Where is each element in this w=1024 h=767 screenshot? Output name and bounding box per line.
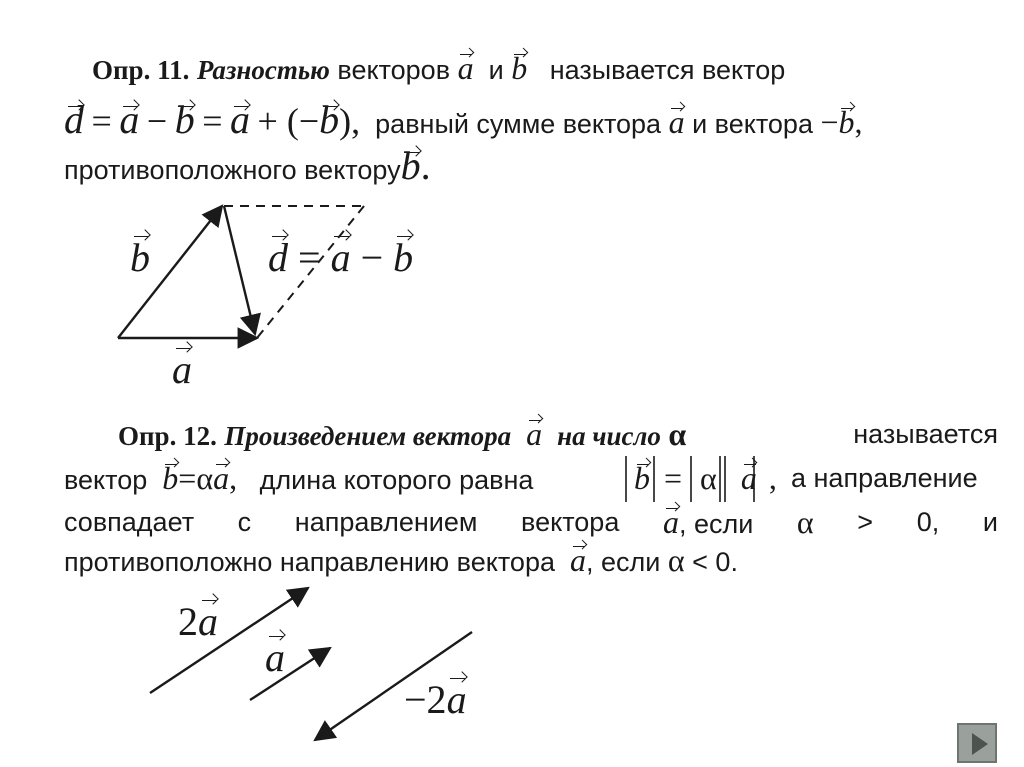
formula-minus: − — [146, 101, 168, 141]
word: направлением — [294, 507, 478, 537]
formula-eq: = — [178, 460, 197, 496]
def11-text2: называется вектор — [549, 55, 786, 85]
alpha-symbol: α — [196, 460, 214, 496]
vector-d: d — [268, 235, 288, 280]
formula-close: ), — [339, 101, 361, 141]
def12-abs-formula — [634, 462, 777, 496]
def12-text6: , если — [586, 547, 661, 577]
def12-line4 — [64, 544, 738, 578]
word: вектора — [521, 507, 620, 537]
alpha-symbol: α — [667, 542, 685, 578]
fig1-minus: − — [360, 235, 384, 280]
word: и — [982, 507, 998, 537]
fig2-label-a: a — [265, 635, 285, 680]
vector-a: a — [570, 542, 586, 578]
vector-a: a — [740, 460, 757, 496]
vector-a: a — [526, 416, 543, 452]
def12-line3 — [64, 506, 998, 540]
vector-a: a — [668, 104, 685, 140]
vector-b: b — [162, 460, 179, 496]
formula-b: b — [174, 97, 195, 142]
def12-label: Опр. 12. — [118, 421, 217, 451]
comma: , — [768, 460, 777, 496]
def11-text4: и вектора — [692, 109, 813, 139]
def11-text1: векторов — [337, 55, 451, 85]
formula-a: a — [119, 97, 140, 142]
word: совпадает — [64, 507, 195, 537]
alpha-symbol: α — [700, 460, 717, 496]
def12-line1 — [118, 418, 998, 452]
formula-a2: a — [230, 97, 251, 142]
vector-b: b — [400, 143, 421, 188]
vector-a: a — [446, 677, 467, 722]
vector-b: b — [838, 104, 855, 140]
def12-term: Произведением вектора — [224, 421, 512, 451]
dot: . — [420, 143, 431, 188]
formula-d: d — [64, 97, 84, 142]
def11-label: Опр. 11. — [92, 55, 190, 85]
vector-d-arrow — [224, 206, 255, 334]
alpha-symbol: α — [668, 416, 687, 452]
formula-b2: b — [319, 97, 340, 142]
vector-a-small-arrow — [250, 648, 330, 700]
formula-plus: + (− — [257, 101, 320, 141]
def12-term2: на число — [557, 421, 661, 451]
fig1-label-a: a — [172, 347, 192, 392]
fig1-label-d-formula — [268, 234, 413, 281]
word: 0, — [916, 507, 940, 537]
fig2-label-neg2a — [404, 676, 467, 723]
def12-text1: называется — [853, 419, 998, 449]
def11-text5: противоположного вектору — [64, 155, 401, 185]
def11-and: и — [488, 55, 504, 85]
vector-a: a — [457, 50, 474, 86]
def11-text3: равный сумме вектора — [375, 109, 662, 139]
alpha-symbol: α — [796, 504, 814, 540]
def11-term: Разностью — [196, 55, 330, 85]
def12-text4: а направление — [791, 463, 978, 493]
def12-text7: < 0. — [692, 547, 738, 577]
next-slide-button[interactable] — [957, 723, 997, 763]
formula-eq2: = — [202, 101, 223, 141]
vector-a: a — [213, 460, 230, 496]
abs-eq: = — [664, 460, 683, 496]
vector-b: b — [511, 50, 528, 86]
comma: , — [229, 460, 238, 496]
vector-b: b — [393, 235, 414, 280]
def12-text2: вектор — [64, 465, 148, 495]
neg-sign: − — [820, 104, 839, 140]
def12-text3: длина которого равна — [259, 465, 534, 495]
fig1-label-b: b — [130, 235, 150, 280]
fig1-eq: = — [298, 235, 321, 280]
vector-a: a — [198, 599, 218, 644]
def12-text5: противоположно направлению вектора — [64, 547, 555, 577]
fig2-coef: 2 — [178, 599, 198, 644]
def12-line2 — [64, 462, 533, 496]
word: с — [237, 507, 252, 537]
vector-a: a — [662, 504, 679, 540]
formula-eq1: = — [91, 101, 112, 141]
vector-a: a — [330, 235, 351, 280]
word: , если — [678, 509, 754, 539]
comma: , — [854, 104, 863, 140]
word: > — [857, 507, 874, 537]
fig2-label-2a — [178, 598, 218, 645]
fig2-coef: −2 — [404, 677, 447, 722]
vector-b: b — [634, 460, 650, 496]
